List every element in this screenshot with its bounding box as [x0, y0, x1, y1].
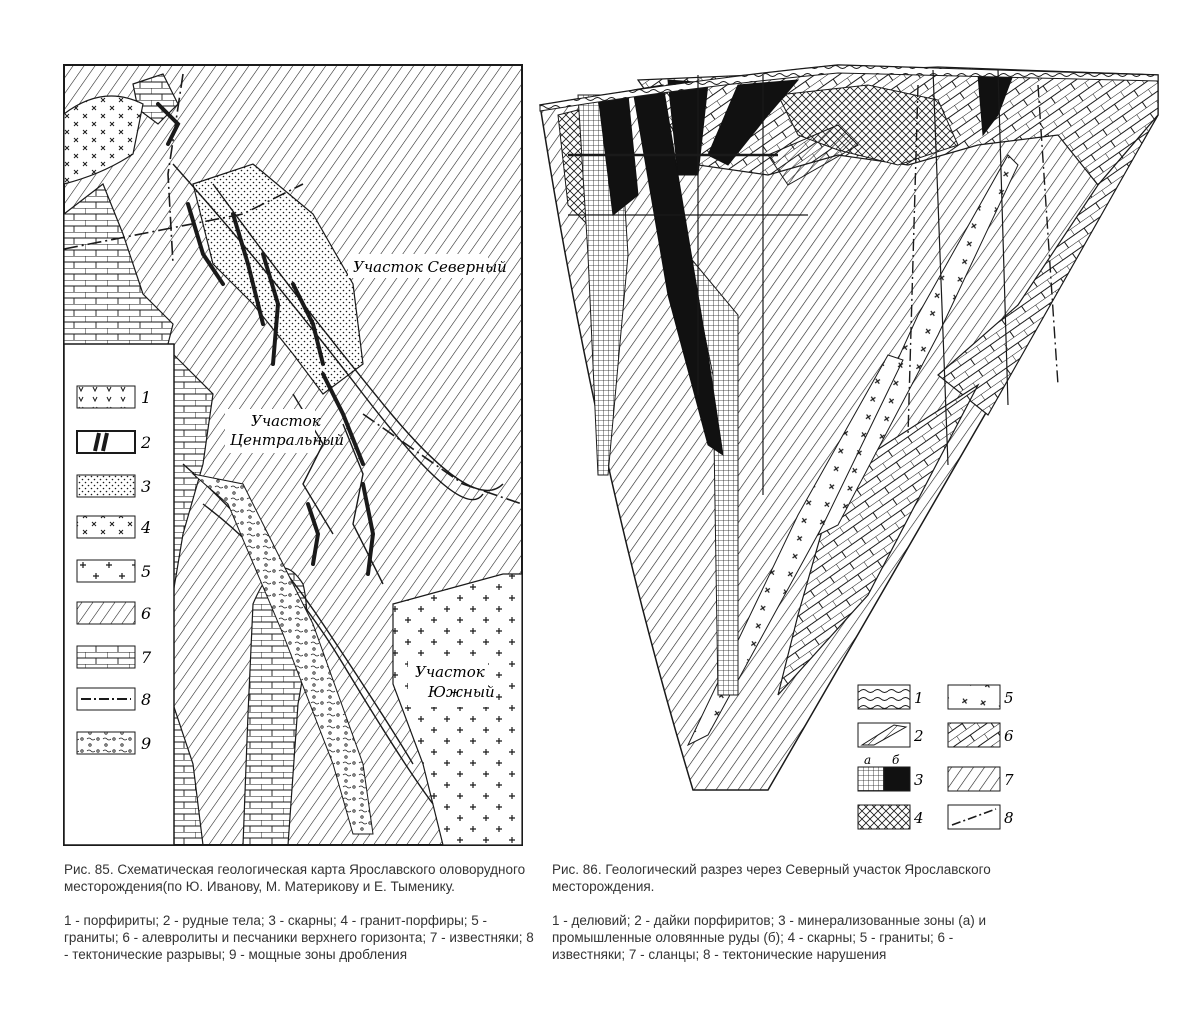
legend-swatch-mineralized-a — [858, 767, 884, 791]
geological-section-fig86 — [538, 55, 1163, 845]
caption-fig86-title: Рис. 86. Геологический разрез через Северный участок Ярославского месторождения. — [552, 862, 991, 894]
legend-sub-a: а — [864, 753, 872, 767]
label-central-area-line1: Участок — [251, 412, 321, 430]
legend-num: 2 — [914, 727, 924, 745]
legend-num: 4 — [914, 809, 924, 827]
legend-num: 1 — [914, 689, 924, 707]
legend-num: 6 — [1004, 727, 1014, 745]
legend-num: 9 — [141, 734, 152, 753]
label-south-area-line1: Участок — [415, 663, 485, 681]
legend-swatch-deluvium — [858, 685, 910, 709]
geological-map-fig85 — [63, 64, 523, 846]
legend-swatch-shales — [948, 767, 1000, 791]
legend-num: 8 — [1004, 809, 1014, 827]
legend-num: 1 — [141, 388, 152, 407]
legend-num: 5 — [1004, 689, 1014, 707]
legend-swatch-skarns — [77, 475, 135, 497]
legend-num: 4 — [141, 518, 152, 537]
section-legend — [858, 685, 1014, 829]
legend-num: 2 — [141, 433, 152, 452]
caption-fig85-legend: 1 - порфириты; 2 - рудные тела; 3 - скарны; 4 - гранит-порфиры; 5 - граниты; 6 - алевролиты и песчаники верхнего горизонта; 7 - известняки; 8 - тектонические разрывы; 9 - мощные зоны дробления — [64, 913, 534, 962]
label-central-area-line2: Центральный — [230, 431, 345, 449]
caption-fig86-legend: 1 - делювий; 2 - дайки порфиритов; 3 - минерализованные зоны (а) и промышленные оловянные руды (б); 4 - скарны; 5 - граниты; 6 - известняки; 7 - сланцы; 8 - тектонические нарушения — [552, 913, 986, 962]
map-legend — [64, 344, 174, 845]
legend-sub-b: б — [892, 753, 900, 767]
label-south-area-line2: Южный — [428, 683, 495, 701]
legend-num: 5 — [141, 562, 152, 581]
caption-fig85-title: Рис. 85. Схематическая геологическая карта Ярославского оловорудного месторождения(по Ю. Иванову, М. Материкову и Е. Тыменику. — [64, 862, 526, 894]
caption-fig86 — [552, 861, 1022, 963]
legend-num: 7 — [141, 648, 152, 667]
legend-num: 3 — [141, 477, 152, 496]
legend-num: 3 — [914, 771, 924, 789]
legend-num: 8 — [141, 690, 152, 709]
legend-swatch-limestones — [948, 723, 1000, 747]
legend-swatch-ore-b — [884, 767, 910, 791]
legend-swatch-limestones — [77, 646, 135, 668]
legend-num: 7 — [1004, 771, 1014, 789]
legend-swatch-skarns — [858, 805, 910, 829]
legend-num: 6 — [141, 604, 152, 623]
legend-swatch-granite-porphyry — [77, 516, 135, 538]
legend-swatch-siltstones — [77, 602, 135, 624]
caption-fig85 — [64, 861, 534, 963]
legend-swatch-porphyrites — [77, 386, 135, 408]
legend-swatch-granites — [77, 560, 135, 582]
legend-swatch-crushing-zones — [77, 732, 135, 754]
label-north-area: Участок Северный — [353, 258, 507, 276]
legend-swatch-granites — [948, 685, 1000, 709]
